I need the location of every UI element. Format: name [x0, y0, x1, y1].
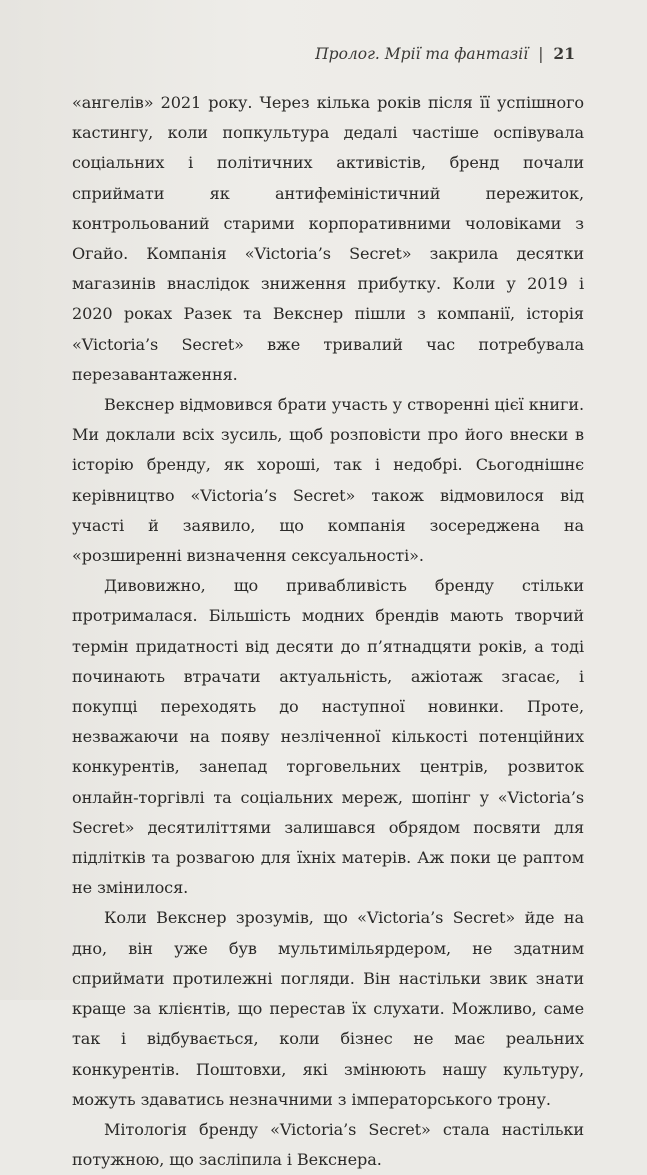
chapter-title: Пролог. Мрії та фантазії [315, 44, 529, 63]
paragraph: Мітологія бренду «Victoria’s Secret» стала настільки потужною, що засліпила і Векснера. [72, 1119, 584, 1170]
body-text [72, 88, 584, 1175]
paragraph: Векснер відмовився брати участь у створенні цієї книги. Ми доклали всіх зусиль, щоб розповісти про його внески в історію бренду, як хороші, так і недобрі. Сьогоднішнє керівництво «Victoria’s Secret» також відмовилося від участі й заявило, що компанія зосереджена на «розширенні визначення сексуальності». [72, 395, 584, 566]
paragraph: «ангелів» 2021 року. Через кілька років після її успішного кастингу, коли попкультура дедалі частіше оспівувала соціальних і політичних активістів, бренд почали сприймати як антифеміністичний пережиток, контрольований старими корпоративними чоловіками з Огайо. Компанія «Victoria’s Secret» закрила десятки магазинів внаслідок зниження прибутку. Коли у 2019 і 2020 роках Разек та Векснер пішли з компанії, історія «Victoria’s Secret» вже тривалий час потребувала перезавантаження. [72, 93, 584, 384]
paragraph: Коли Векснер зрозумів, що «Victoria’s Secret» йде на дно, він уже був мультимільярдером, не здатним сприймати протилежні погляди. Він настільки звик знати краще за клієнтів, що перестав їх слухати. Можливо, саме так і відбувається, коли бізнес не має реальних конкурентів. Поштовхи, які змінюють нашу культуру, можуть здаватись незначними з імператорського трону. [72, 908, 584, 1109]
running-header [315, 44, 575, 63]
header-separator: | [538, 44, 544, 63]
paragraph: Дивовижно, що привабливість бренду стільки протрималася. Більшість модних брендів мають творчий термін придатності від десяти до п’ятнадцяти років, а тоді починають втрачати актуальність, ажіотаж згасає, і покупці переходять до наступної новинки. Проте, незважаючи на появу незліченної кількості потенційних конкурентів, занепад торговельних центрів, розвиток онлайн-торгівлі та соціальних мереж, шопінг у «Victoria’s Secret» десятиліттями залишався обрядом посвяти для підлітків та розвагою для їхніх матерів. Аж поки це раптом не змінилося. [72, 576, 584, 898]
page-number: 21 [553, 44, 575, 63]
